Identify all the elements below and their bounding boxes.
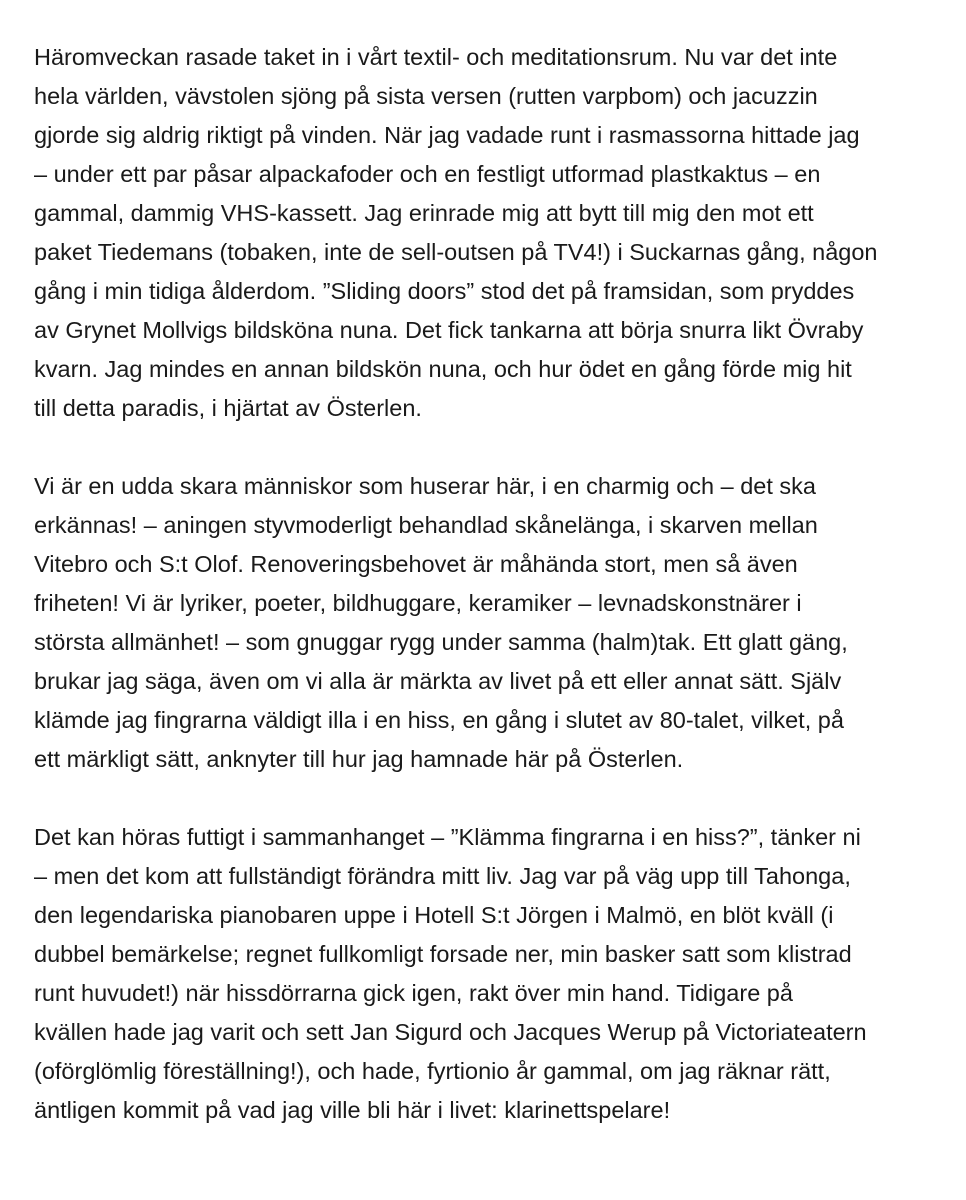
text-line: ett märkligt sätt, anknyter till hur jag hamnade här på Österlen.	[34, 746, 684, 772]
text-line: Vi är en udda skara människor som huserar här, i en charmig och – det ska	[34, 473, 816, 499]
text-line: till detta paradis, i hjärtat av Österlen.	[34, 395, 422, 421]
text-line: paket Tiedemans (tobaken, inte de sell-outsen på TV4!) i Suckarnas gång, någon	[34, 239, 878, 265]
text-line: största allmänhet! – som gnuggar rygg under samma (halm)tak. Ett glatt gäng,	[34, 629, 848, 655]
text-line: klämde jag fingrarna väldigt illa i en hiss, en gång i slutet av 80-talet, vilket, på	[34, 707, 844, 733]
paragraph-3	[34, 818, 944, 1130]
text-line: Vitebro och S:t Olof. Renoveringsbehovet är måhända stort, men så även	[34, 551, 798, 577]
text-line: gammal, dammig VHS-kassett. Jag erinrade mig att bytt till mig den mot ett	[34, 200, 814, 226]
text-line: runt huvudet!) när hissdörrarna gick igen, rakt över min hand. Tidigare på	[34, 980, 793, 1006]
text-line: gång i min tidiga ålderdom. ”Sliding doors” stod det på framsidan, som pryddes	[34, 278, 855, 304]
paragraph-2	[34, 467, 944, 779]
text-line: äntligen kommit på vad jag ville bli här i livet: klarinettspelare!	[34, 1097, 671, 1123]
text-line: (oförglömlig föreställning!), och hade, fyrtionio år gammal, om jag räknar rätt,	[34, 1058, 831, 1084]
text-line: den legendariska pianobaren uppe i Hotell S:t Jörgen i Malmö, en blöt kväll (i	[34, 902, 834, 928]
document-body	[34, 38, 944, 1169]
text-line: erkännas! – aningen styvmoderligt behandlad skånelänga, i skarven mellan	[34, 512, 818, 538]
text-line: Häromveckan rasade taket in i vårt textil- och meditationsrum. Nu var det inte	[34, 44, 838, 70]
text-line: kvällen hade jag varit och sett Jan Sigurd och Jacques Werup på Victoriateatern	[34, 1019, 867, 1045]
paragraph-1	[34, 38, 944, 428]
text-line: kvarn. Jag mindes en annan bildskön nuna, och hur ödet en gång förde mig hit	[34, 356, 852, 382]
text-line: gjorde sig aldrig riktigt på vinden. När jag vadade runt i rasmassorna hittade jag	[34, 122, 860, 148]
text-line: av Grynet Mollvigs bildsköna nuna. Det fick tankarna att börja snurra likt Övraby	[34, 317, 864, 343]
text-line: – men det kom att fullständigt förändra mitt liv. Jag var på väg upp till Tahonga,	[34, 863, 851, 889]
text-line: brukar jag säga, även om vi alla är märkta av livet på ett eller annat sätt. Själv	[34, 668, 842, 694]
text-line: friheten! Vi är lyriker, poeter, bildhuggare, keramiker – levnadskonstnärer i	[34, 590, 802, 616]
text-line: dubbel bemärkelse; regnet fullkomligt forsade ner, min basker satt som klistrad	[34, 941, 852, 967]
text-line: – under ett par påsar alpackafoder och en festligt utformad plastkaktus – en	[34, 161, 821, 187]
text-line: hela världen, vävstolen sjöng på sista versen (rutten varpbom) och jacuzzin	[34, 83, 818, 109]
text-line: Det kan höras futtigt i sammanhanget – ”Klämma fingrarna i en hiss?”, tänker ni	[34, 824, 861, 850]
